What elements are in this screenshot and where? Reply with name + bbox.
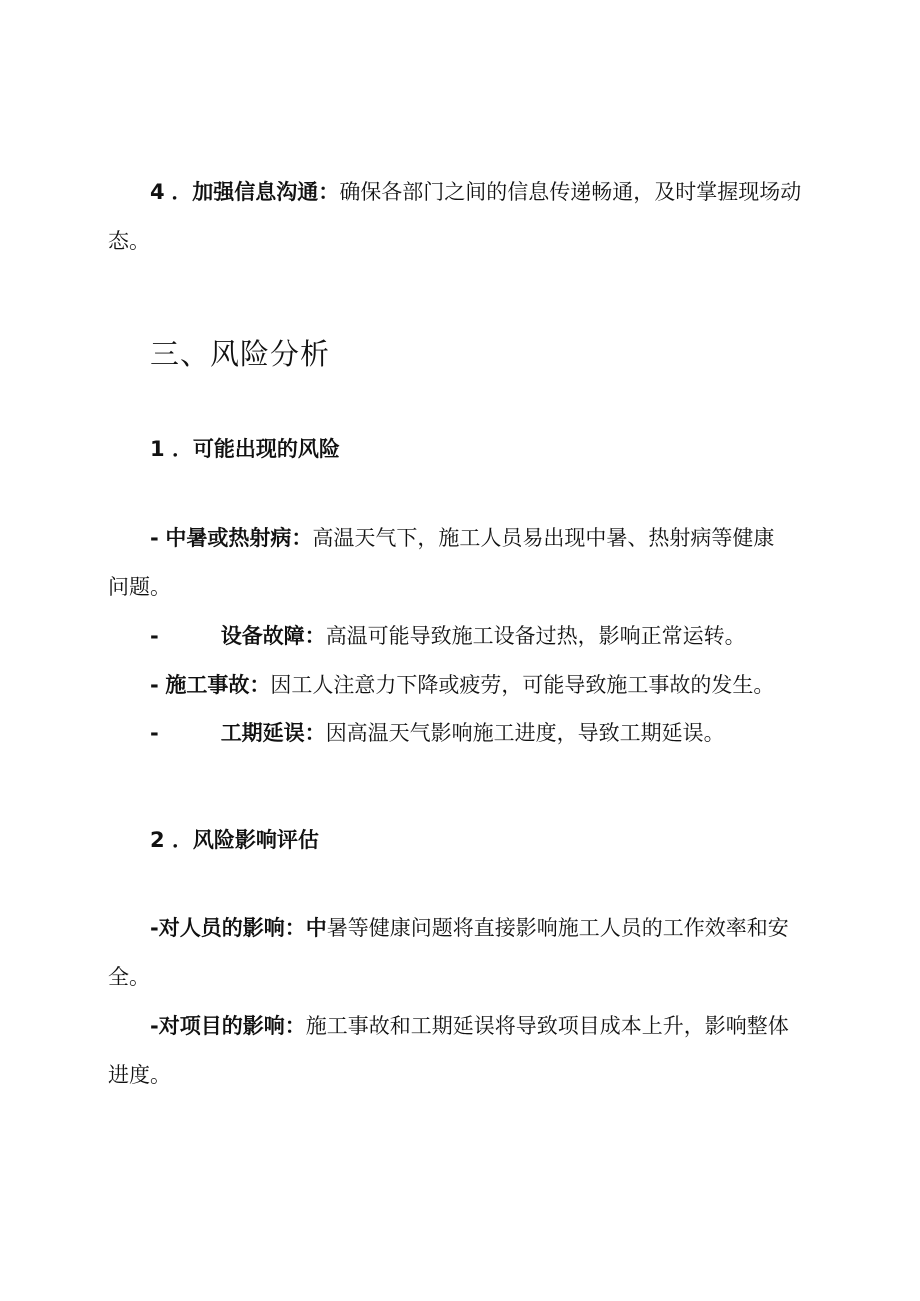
impact-text-cont: 全。	[108, 965, 150, 989]
risk-item-2	[150, 624, 746, 649]
subheading-2-title: ．风险影响评估	[171, 828, 319, 852]
dash: -	[150, 526, 159, 550]
impact-item-2-cont	[108, 1063, 171, 1088]
impact-text: 施工事故和工期延误将导致项目成本上升，影响整体	[305, 1014, 789, 1038]
section-heading: 三、风险分析	[150, 337, 331, 371]
item-4-label: ．加强信息沟通：	[171, 180, 340, 204]
impact-text: 暑等健康问题将直接影响施工人员的工作效率和安	[326, 916, 789, 940]
risk-item-1	[150, 526, 774, 551]
impact-item-1-cont	[108, 965, 150, 990]
impact-item-2	[150, 1014, 789, 1039]
impact-text-cont: 进度。	[108, 1063, 171, 1087]
risk-label: 施工事故：	[165, 673, 271, 697]
risk-text: 高温可能导致施工设备过热，影响正常运转。	[325, 624, 746, 648]
risk-text: 因工人注意力下降或疲劳，可能导致施工事故的发生。	[270, 673, 775, 697]
risk-text: 因高温天气影响施工进度，导致工期延误。	[325, 721, 725, 745]
subheading-1-number: 1	[150, 437, 165, 461]
subheading-2	[150, 824, 319, 854]
subheading-1	[150, 433, 340, 463]
item-4-text-cont: 态。	[108, 229, 150, 253]
impact-label: -对人员的影响：中	[150, 916, 327, 940]
impact-item-1	[150, 916, 789, 941]
risk-text-cont: 问题。	[108, 575, 171, 599]
impact-label: -对项目的影响：	[150, 1014, 306, 1038]
risk-text: 高温天气下，施工人员易出现中暑、热射病等健康	[312, 526, 775, 550]
risk-item-4	[150, 721, 725, 746]
item-4-number: 4	[150, 180, 165, 204]
risk-item-1-cont	[108, 575, 171, 600]
risk-label: 设备故障：	[220, 624, 326, 648]
item-4-line1	[150, 180, 801, 205]
subheading-1-title: ．可能出现的风险	[171, 437, 340, 461]
dash: -	[150, 673, 159, 697]
item-4-text: 确保各部门之间的信息传递畅通，及时掌握现场动	[339, 180, 802, 204]
risk-label: 中暑或热射病：	[165, 526, 313, 550]
risk-label: 工期延误：	[220, 721, 326, 745]
subheading-2-number: 2	[150, 828, 165, 852]
item-4-line2	[108, 229, 150, 254]
dash: -	[150, 624, 159, 648]
risk-item-3	[150, 673, 774, 698]
dash: -	[150, 721, 159, 745]
